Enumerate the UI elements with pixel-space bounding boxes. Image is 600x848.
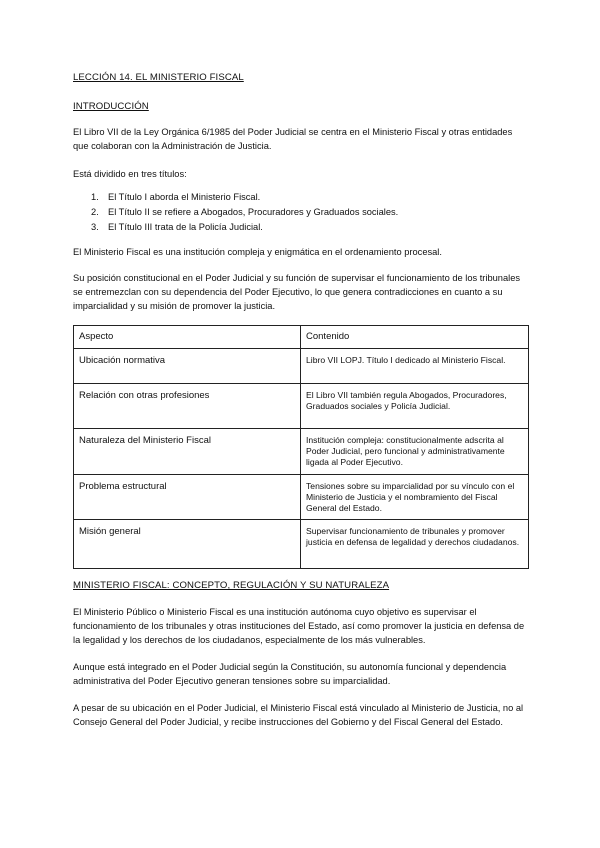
summary-table: [73, 325, 529, 569]
table-cell-content: Institución compleja: constitucionalmente adscrita al Poder Judicial, pero funcional y administrativamente ligada al Poder Ejecutivo.: [301, 429, 529, 475]
intro-paragraph-1: El Libro VII de la Ley Orgánica 6/1985 del Poder Judicial se centra en el Ministerio Fiscal y otras entidades que colaboran con la Administración de Justicia.: [73, 127, 513, 151]
list-item: [91, 205, 398, 220]
intro-heading: INTRODUCCIÓN: [73, 101, 149, 112]
list-item-number: 3.: [91, 222, 99, 232]
table-cell-content: Supervisar funcionamiento de tribunales y promover justicia en defensa de legalidad y derechos ciudadanos.: [301, 520, 529, 569]
concept-paragraph-3: A pesar de su ubicación en el Poder Judicial, el Ministerio Fiscal está vinculado al Ministerio de Justicia, no al Consejo General del Poder Judicial, y recibe instrucciones del Gobierno y del Fiscal General del Estado.: [73, 703, 524, 727]
list-item: [91, 220, 398, 235]
table-row: [74, 384, 529, 429]
concept-paragraph-2: Aunque está integrado en el Poder Judicial según la Constitución, su autonomía funcional y dependencia administrativa del Poder Ejecutivo generan tensiones sobre su imparcialidad.: [73, 662, 507, 686]
list-item: [91, 190, 398, 205]
table-header-aspect: Aspecto: [74, 326, 301, 349]
table-cell-aspect: Misión general: [74, 520, 301, 569]
table-row: [74, 475, 529, 520]
table-cell-aspect: Naturaleza del Ministerio Fiscal: [74, 429, 301, 475]
table-row: [74, 349, 529, 384]
table-cell-content: El Libro VII también regula Abogados, Procuradores, Graduados sociales y Policía Judicial.: [301, 384, 529, 429]
list-item-number: 1.: [91, 192, 99, 202]
table-row: [74, 520, 529, 569]
table-cell-content: Libro VII LOPJ. Título I dedicado al Ministerio Fiscal.: [301, 349, 529, 384]
table-header-row: [74, 326, 529, 349]
intro-paragraph-4: Su posición constitucional en el Poder Judicial y su función de supervisar el funcionamiento de los tribunales se entremezclan con su dependencia del Poder Ejecutivo, lo que genera contradicciones en cuanto a su imparcialidad y su misión de promover la justicia.: [73, 273, 521, 311]
page-title: LECCIÓN 14. EL MINISTERIO FISCAL: [73, 72, 244, 83]
titles-list: [91, 190, 398, 235]
list-item-text: El Título II se refiere a Abogados, Procuradores y Graduados sociales.: [108, 207, 399, 217]
list-item-text: El Título III trata de la Policía Judicial.: [108, 222, 263, 232]
table-cell-aspect: Relación con otras profesiones: [74, 384, 301, 429]
concept-heading: MINISTERIO FISCAL: CONCEPTO, REGULACIÓN Y SU NATURALEZA: [73, 580, 390, 591]
list-item-text: El Título I aborda el Ministerio Fiscal.: [108, 192, 261, 202]
table-cell-aspect: Ubicación normativa: [74, 349, 301, 384]
concept-paragraph-1: El Ministerio Público o Ministerio Fiscal es una institución autónoma cuyo objetivo es supervisar el funcionamiento de los tribunales y otras instituciones del Estado, así como promover la justicia en defensa de la legalidad y los derechos de los ciudadanos, especialmente de los más vulnerables.: [73, 607, 525, 645]
table-header-content: Contenido: [301, 326, 529, 349]
intro-paragraph-3: El Ministerio Fiscal es una institución compleja y enigmática en el ordenamiento procesal.: [73, 247, 442, 257]
table-row: [74, 429, 529, 475]
list-item-number: 2.: [91, 207, 99, 217]
intro-paragraph-2: Está dividido en tres títulos:: [73, 169, 187, 179]
table-cell-aspect: Problema estructural: [74, 475, 301, 520]
table-cell-content: Tensiones sobre su imparcialidad por su vínculo con el Ministerio de Justicia y el nombramiento del Fiscal General del Estado.: [301, 475, 529, 520]
